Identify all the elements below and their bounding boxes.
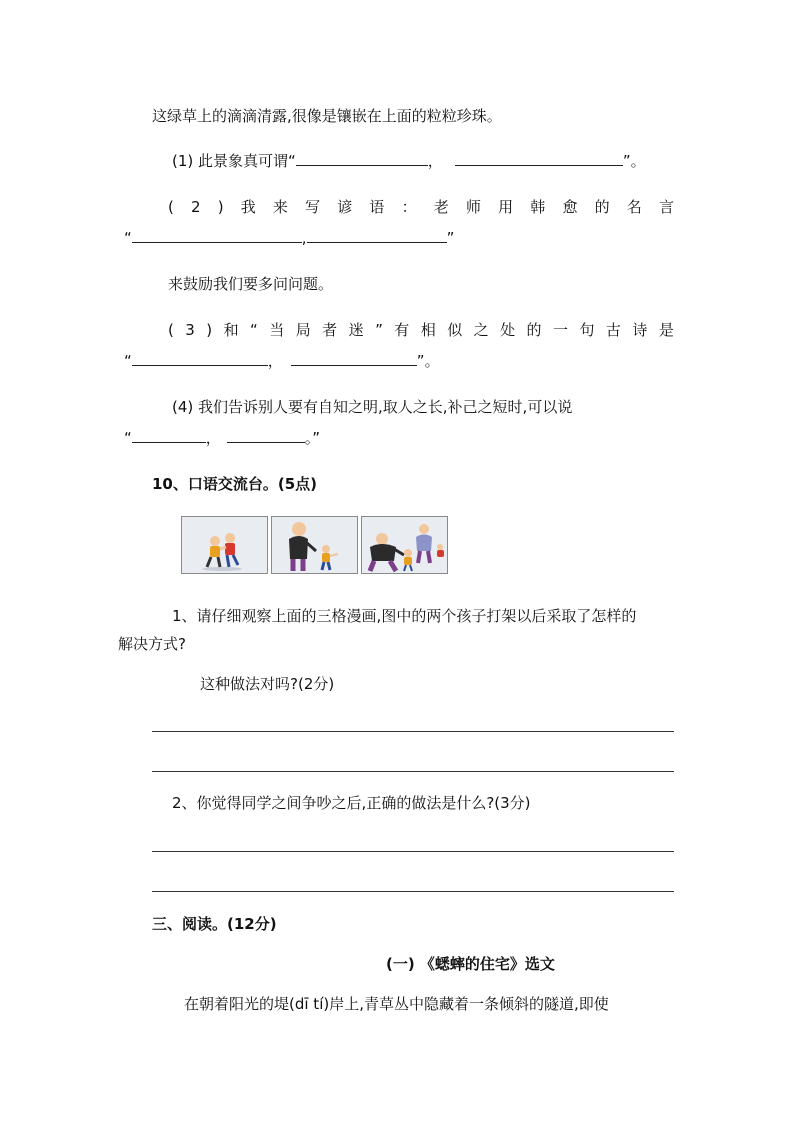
answer-blank[interactable] (132, 228, 302, 243)
section-10-question-1-line-1: 1、请仔细观察上面的三格漫画,图中的两个孩子打架以后采取了怎样的 (172, 607, 637, 625)
question-3-char: 是 (658, 321, 674, 339)
question-1-prefix: (1) 此景象真可谓“ (172, 152, 296, 170)
comic-panel-3 (361, 516, 448, 574)
question-3-answer-line (124, 351, 440, 371)
comma: , (301, 229, 307, 247)
question-2-char: 谚 (337, 198, 353, 216)
question-3-char: 的 (526, 321, 542, 339)
answer-blank[interactable] (455, 151, 623, 166)
question-3-char: 和 (223, 321, 239, 339)
question-2-char: 我 (240, 198, 256, 216)
open-quote: “ (124, 229, 132, 247)
close-quote: ”。 (416, 352, 440, 370)
answer-line[interactable] (152, 731, 674, 732)
question-2-char: ( (168, 198, 174, 216)
comma: ， (267, 352, 283, 370)
comic-panel-2 (271, 516, 358, 574)
question-2-char: 来 (272, 198, 288, 216)
question-2-char: 师 (465, 198, 481, 216)
section-10-question-1-line-2: 解决方式? (118, 635, 186, 653)
question-4-answer-line (124, 428, 320, 448)
answer-blank[interactable] (132, 428, 206, 443)
answer-line[interactable] (152, 851, 674, 852)
passage-text: 在朝着阳光的堤(dī tí)岸上,青草丛中隐藏着一条倾斜的隧道,即使 (184, 995, 609, 1013)
children-fighting-icon (182, 517, 267, 573)
question-3-char: ) (206, 321, 213, 339)
question-2-char: ) (217, 198, 224, 216)
question-3-char: 一 (553, 321, 569, 339)
answer-blank[interactable] (291, 351, 417, 366)
question-2-char: 言 (658, 198, 674, 216)
answer-line[interactable] (152, 771, 674, 772)
question-3-char: 诗 (632, 321, 648, 339)
question-3-char: 之 (473, 321, 489, 339)
question-2-char: 2 (191, 198, 201, 216)
question-3 (168, 320, 674, 340)
question-2-char: 韩 (530, 198, 546, 216)
question-2-char: ： (401, 198, 417, 216)
question-2 (168, 197, 674, 217)
question-3-char: “ (250, 321, 258, 339)
question-3-char: 句 (579, 321, 595, 339)
open-quote: “ (124, 429, 132, 447)
question-4: (4) 我们告诉别人要有自知之明,取人之长,补己之短时,可以说 (172, 398, 573, 416)
question-3-char: 局 (295, 321, 311, 339)
answer-blank[interactable] (296, 151, 428, 166)
answer-blank[interactable] (307, 228, 447, 243)
question-2-char: 用 (498, 198, 514, 216)
comma: ， (205, 429, 221, 447)
close-quote: ” (446, 229, 455, 247)
question-3-char: 有 (394, 321, 410, 339)
question-3-char: 者 (322, 321, 338, 339)
comic-panel-1 (181, 516, 268, 574)
question-2-answer-line (124, 228, 454, 248)
section-10-title: 10、口语交流台。(5点) (152, 475, 318, 493)
question-1-comma: ， (427, 152, 443, 170)
question-1 (172, 151, 646, 171)
answer-line[interactable] (152, 891, 674, 892)
question-2-char: 语 (369, 198, 385, 216)
question-3-char: 似 (447, 321, 463, 339)
question-2-char: 写 (305, 198, 321, 216)
question-3-char: 相 (420, 321, 436, 339)
question-3-char: 迷 (348, 321, 364, 339)
question-2-char: 名 (626, 198, 642, 216)
open-quote: “ (124, 352, 132, 370)
question-3-char: ” (375, 321, 383, 339)
question-3-char: 当 (269, 321, 285, 339)
intro-sentence: 这绿草上的滴滴清露,很像是镶嵌在上面的粒粒珍珠。 (152, 107, 502, 125)
close-quote: 。” (304, 429, 321, 447)
section-10-question-2: 2、你觉得同学之间争吵之后,正确的做法是什么?(3分) (172, 794, 531, 812)
section-3-title: 三、阅读。(12分) (152, 915, 277, 933)
passage-title: (一) 《蟋蟀的住宅》选文 (386, 955, 555, 973)
answer-blank[interactable] (132, 351, 268, 366)
question-1-suffix: ”。 (622, 152, 646, 170)
section-10-question-1-sub: 这种做法对吗?(2分) (200, 675, 335, 693)
answer-blank[interactable] (227, 428, 305, 443)
question-3-char: 古 (605, 321, 621, 339)
question-3-char: 处 (500, 321, 516, 339)
question-2-char: 愈 (562, 198, 578, 216)
question-2-char: 老 (433, 198, 449, 216)
question-2-char: 的 (594, 198, 610, 216)
question-3-char: ( (168, 321, 174, 339)
adult-separating-children-icon (362, 517, 447, 573)
question-3-char: 3 (185, 321, 195, 339)
adult-scolding-child-icon (272, 517, 357, 573)
question-2-tail: 来鼓励我们要多问问题。 (168, 275, 334, 293)
